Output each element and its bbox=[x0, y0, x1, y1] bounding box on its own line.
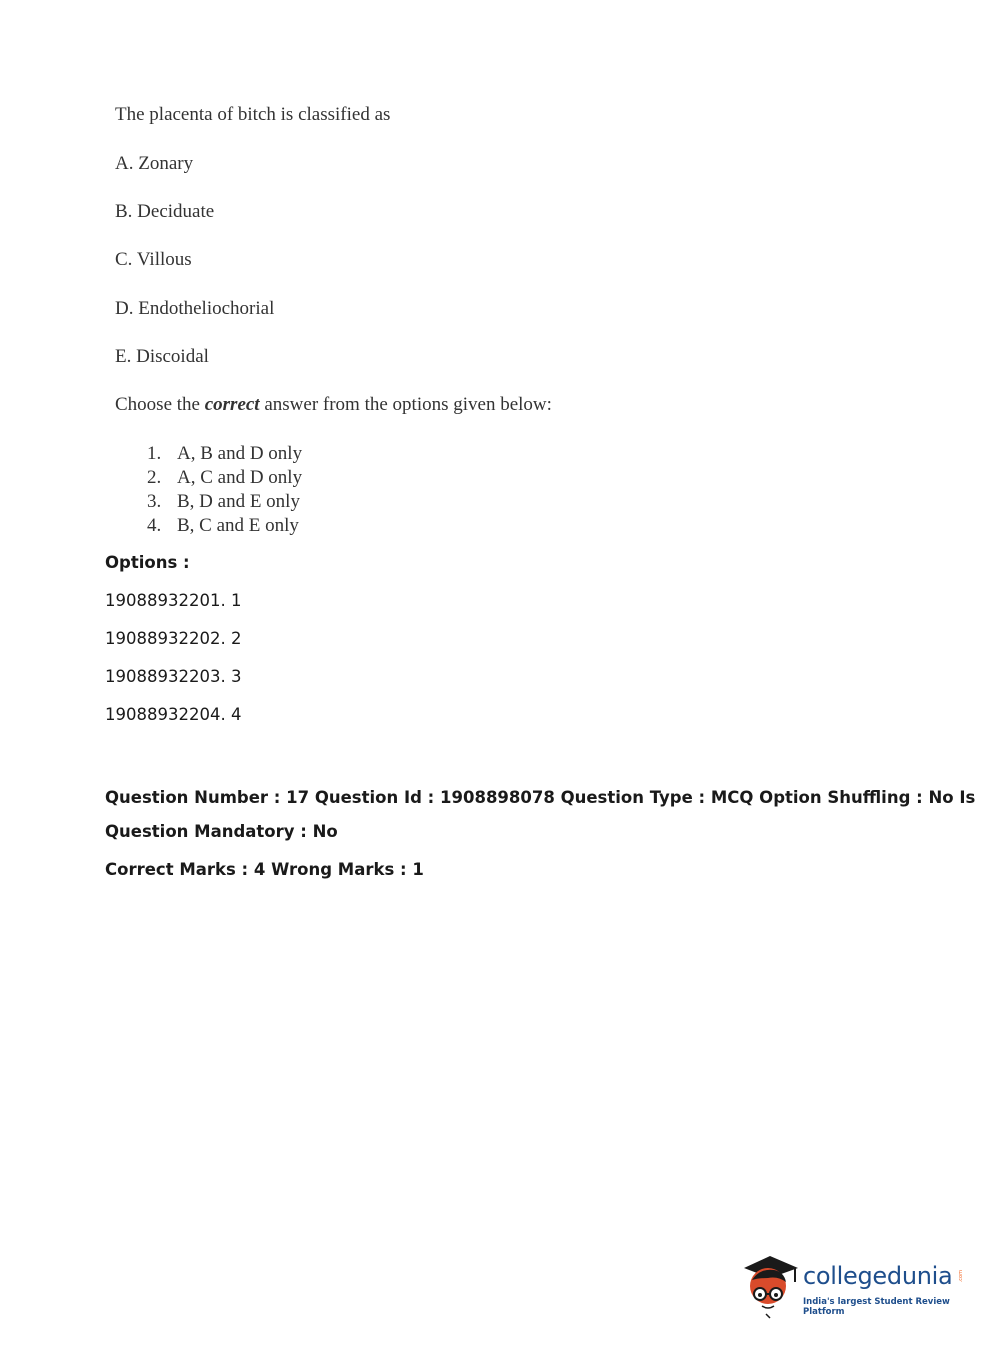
logo-name: collegedunia bbox=[803, 1262, 953, 1290]
option-item: 19088932201. 1 bbox=[105, 591, 242, 610]
choice-text: B, D and E only bbox=[177, 491, 300, 512]
meta-line-1: Question Number : 17 Question Id : 1908898078 Question Type : MCQ Option Shuffling : No Is bbox=[105, 788, 976, 807]
instruction bbox=[115, 394, 552, 416]
instruction-emphasis: correct bbox=[204, 394, 260, 415]
question-stem: The placenta of bitch is classified as bbox=[115, 104, 391, 125]
statement-a: A. Zonary bbox=[115, 153, 194, 174]
choice-2 bbox=[147, 467, 302, 489]
choice-number: 3. bbox=[147, 491, 162, 512]
logo-suffix: .com bbox=[958, 1270, 964, 1283]
option-item: 19088932204. 4 bbox=[105, 705, 242, 724]
choice-number: 4. bbox=[147, 515, 162, 536]
statement-c: C. Villous bbox=[115, 249, 192, 270]
instruction-suffix: answer from the options given below: bbox=[259, 394, 552, 415]
instruction-prefix: Choose the bbox=[115, 394, 205, 415]
option-item: 19088932202. 2 bbox=[105, 629, 242, 648]
option-item: 19088932203. 3 bbox=[105, 667, 242, 686]
choice-1 bbox=[147, 443, 302, 465]
collegedunia-logo bbox=[740, 1250, 970, 1320]
choice-3 bbox=[147, 491, 300, 513]
mascot-icon bbox=[740, 1250, 802, 1320]
choice-text: B, C and E only bbox=[177, 515, 299, 536]
options-label: Options : bbox=[105, 553, 190, 572]
choice-number: 1. bbox=[147, 443, 162, 464]
meta-line-3: Correct Marks : 4 Wrong Marks : 1 bbox=[105, 860, 424, 879]
choice-text: A, C and D only bbox=[177, 467, 303, 488]
statement-e: E. Discoidal bbox=[115, 346, 209, 367]
choice-4 bbox=[147, 515, 299, 537]
statement-d: D. Endotheliochorial bbox=[115, 298, 275, 319]
choice-text: A, B and D only bbox=[177, 443, 303, 464]
meta-line-2: Question Mandatory : No bbox=[105, 822, 338, 841]
statement-b: B. Deciduate bbox=[115, 201, 215, 222]
logo-tagline: India's largest Student Review Platform bbox=[803, 1297, 950, 1317]
choice-number: 2. bbox=[147, 467, 162, 488]
